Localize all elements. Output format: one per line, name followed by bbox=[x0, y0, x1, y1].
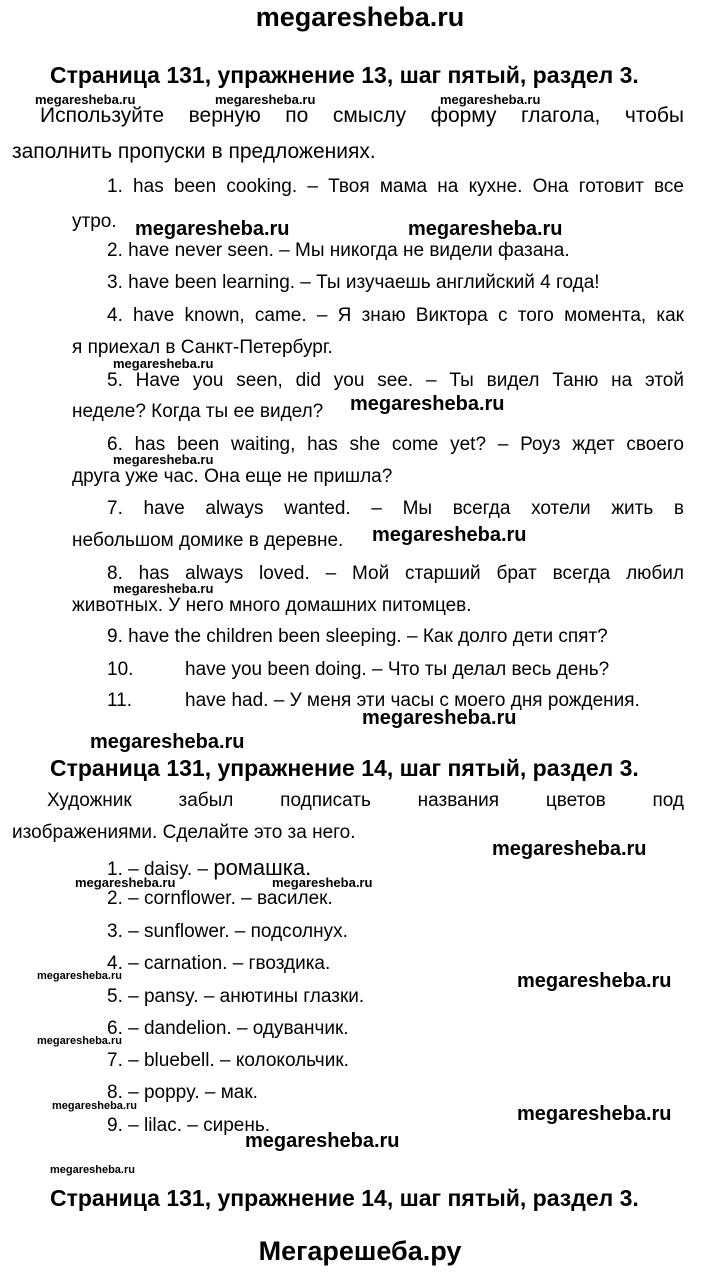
flower-item: 4. – carnation. – гвоздика. bbox=[107, 953, 331, 974]
watermark: megaresheba.ru bbox=[245, 1130, 400, 1152]
item-text: have had. – У меня эти часы с моего дня рождения. bbox=[185, 690, 640, 711]
flower-item-word: ромашка. bbox=[213, 855, 312, 880]
answer-item-5: 5. Have you seen, did you see. – Ты видел Таню на этой bbox=[107, 370, 684, 391]
flower-item: 3. – sunflower. – подсолнух. bbox=[107, 921, 348, 942]
exercise-13-instruction: Используйте верную по смыслу форму глагола, чтобы bbox=[40, 104, 684, 127]
watermark: megaresheba.ru bbox=[75, 875, 176, 890]
watermark: megaresheba.ru bbox=[517, 970, 672, 992]
flower-item-prefix: 1. – daisy. – bbox=[107, 859, 214, 880]
watermark: megaresheba.ru bbox=[492, 838, 647, 860]
exercise-14-instruction: Художник забыл подписать названия цветов под bbox=[47, 790, 684, 811]
item-text: have you been doing. – Что ты делал весь день? bbox=[185, 659, 610, 680]
watermark: megaresheba.ru bbox=[37, 1035, 122, 1047]
watermark: megaresheba.ru bbox=[37, 970, 122, 982]
watermark: megaresheba.ru bbox=[350, 393, 505, 415]
answer-item-8-cont: животных. У него много домашних питомцев. bbox=[72, 595, 472, 616]
answer-item-7-cont: небольшом домике в деревне. bbox=[72, 530, 344, 551]
watermark: megaresheba.ru bbox=[35, 92, 136, 107]
flower-item: 9. – lilac. – сирень. bbox=[107, 1115, 271, 1136]
flower-item: 7. – bluebell. – колокольчик. bbox=[107, 1050, 349, 1071]
watermark: megaresheba.ru bbox=[272, 875, 373, 890]
watermark: megaresheba.ru bbox=[113, 581, 214, 596]
flower-item: 5. – pansy. – анютины глазки. bbox=[107, 986, 365, 1007]
exercise-13-instruction-cont: заполнить пропуски в предложениях. bbox=[12, 140, 376, 163]
answer-item-6: 6. has been waiting, has she come yet? – Роуз ждет своего bbox=[107, 434, 684, 455]
site-header: megaresheba.ru bbox=[255, 2, 465, 32]
watermark: megaresheba.ru bbox=[372, 524, 527, 546]
answer-item-6-cont: друга уже час. Она еще не пришла? bbox=[72, 466, 393, 487]
site-footer: Мегарешеба.ру bbox=[258, 1236, 462, 1266]
answer-item-1: 1. has been cooking. – Твоя мама на кухне. Она готовит все bbox=[107, 176, 684, 197]
watermark: megaresheba.ru bbox=[113, 452, 214, 467]
answer-item-5-cont: неделе? Когда ты ее видел? bbox=[72, 401, 324, 422]
answer-item-9: 9. have the children been sleeping. – Как долго дети спят? bbox=[107, 626, 608, 647]
answer-item-1-cont: утро. bbox=[72, 211, 117, 232]
answer-item-4-cont: я приехал в Санкт-Петербург. bbox=[72, 337, 333, 358]
answer-item-2: 2. have never seen. – Мы никогда не видели фазана. bbox=[107, 240, 570, 261]
watermark: megaresheba.ru bbox=[113, 356, 214, 371]
exercise-14-instruction-cont: изображениями. Сделайте это за него. bbox=[12, 822, 356, 843]
watermark: megaresheba.ru bbox=[50, 1164, 135, 1176]
flower-item: 8. – poppy. – мак. bbox=[107, 1082, 258, 1103]
item-number: 11. bbox=[107, 690, 133, 711]
exercise-14-heading: Страница 131, упражнение 14, шаг пятый, раздел 3. bbox=[50, 755, 639, 781]
watermark: megaresheba.ru bbox=[52, 1100, 137, 1112]
watermark: megaresheba.ru bbox=[440, 92, 541, 107]
exercise-13-heading: Страница 131, упражнение 13, шаг пятый, раздел 3. bbox=[50, 62, 639, 88]
watermark: megaresheba.ru bbox=[362, 707, 517, 729]
item-number: 10. bbox=[107, 659, 134, 680]
watermark: megaresheba.ru bbox=[517, 1103, 672, 1125]
answer-item-4: 4. have known, came. – Я знаю Виктора с того момента, как bbox=[107, 305, 684, 326]
answer-item-10 bbox=[107, 659, 609, 681]
watermark: megaresheba.ru bbox=[90, 731, 245, 753]
watermark: megaresheba.ru bbox=[135, 218, 290, 240]
flower-item: 2. – cornflower. – василек. bbox=[107, 888, 333, 909]
answer-item-3: 3. have been learning. – Ты изучаешь английский 4 года! bbox=[107, 272, 600, 293]
flower-item: 6. – dandelion. – одуванчик. bbox=[107, 1018, 349, 1039]
answer-item-7: 7. have always wanted. – Мы всегда хотели жить в bbox=[107, 498, 684, 519]
watermark: megaresheba.ru bbox=[408, 218, 563, 240]
final-heading: Страница 131, упражнение 14, шаг пятый, раздел 3. bbox=[50, 1185, 639, 1211]
watermark: megaresheba.ru bbox=[215, 92, 316, 107]
answer-item-8: 8. has always loved. – Мой старший брат всегда любил bbox=[107, 563, 684, 584]
